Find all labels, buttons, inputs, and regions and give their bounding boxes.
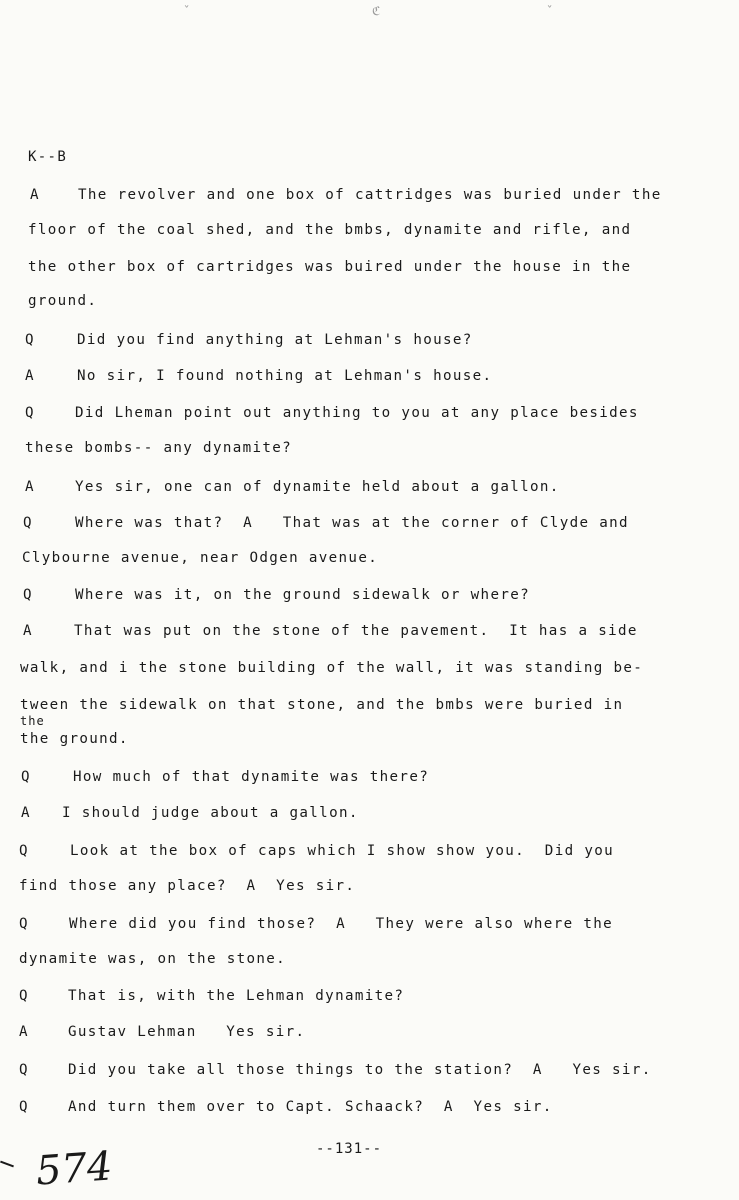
page-number: --131-- xyxy=(316,1141,383,1157)
speaker-label: A xyxy=(25,368,34,384)
transcript-line: No sir, I found nothing at Lehman's house. xyxy=(77,368,493,384)
speaker-label: Q xyxy=(21,769,30,785)
transcript-line: Clybourne avenue, near Odgen avenue. xyxy=(22,550,379,566)
transcript-line: dynamite was, on the stone. xyxy=(19,951,287,967)
speaker-label: A xyxy=(19,1024,28,1040)
transcript-line: Did you take all those things to the station? A Yes sir. xyxy=(68,1062,652,1078)
transcript-line: And turn them over to Capt. Schaack? A Yes sir. xyxy=(68,1099,553,1115)
transcript-line: the ground. xyxy=(20,731,129,747)
speaker-label: Q xyxy=(25,332,34,348)
speaker-label: Q xyxy=(19,916,28,932)
margin-mark xyxy=(0,1161,14,1168)
speaker-label: Q xyxy=(23,587,32,603)
speaker-label: A xyxy=(25,479,34,495)
transcript-line: Did Lheman point out anything to you at any place besides xyxy=(75,405,639,421)
transcript-line: Gustav Lehman Yes sir. xyxy=(68,1024,306,1040)
binding-mark: ℭ xyxy=(372,4,381,18)
transcript-line: The revolver and one box of cattridges was buried under the xyxy=(78,187,662,203)
speaker-label: Q xyxy=(19,988,28,1004)
transcript-line: Yes sir, one can of dynamite held about a gallon. xyxy=(75,479,560,495)
speaker-label: Q xyxy=(19,843,28,859)
transcript-line: How much of that dynamite was there? xyxy=(73,769,430,785)
speaker-label: A xyxy=(21,805,30,821)
speaker-label: Q xyxy=(19,1062,28,1078)
speaker-label: Q xyxy=(23,515,32,531)
transcript-line: That was put on the stone of the pavement. It has a side xyxy=(74,623,638,639)
speaker-label: A xyxy=(23,623,32,639)
transcript-line: Where was that? A That was at the corner of Clyde and xyxy=(75,515,629,531)
binding-mark: ˇ xyxy=(546,4,554,18)
speaker-label: Q xyxy=(25,405,34,421)
transcript-line: floor of the coal shed, and the bmbs, dynamite and rifle, and xyxy=(28,222,632,238)
speaker-label: A xyxy=(30,187,39,203)
transcript-line: these bombs-- any dynamite? xyxy=(25,440,293,456)
transcript-line: Where did you find those? A They were also where the xyxy=(69,916,614,932)
transcript-line: tween the sidewalk on that stone, and the bmbs were buried in xyxy=(20,697,624,713)
transcript-line: Look at the box of caps which I show show you. Did you xyxy=(70,843,615,859)
speaker-label: Q xyxy=(19,1099,28,1115)
transcript-line: That is, with the Lehman dynamite? xyxy=(68,988,405,1004)
transcript-line: the xyxy=(20,714,45,728)
transcript-line: find those any place? A Yes sir. xyxy=(19,878,356,894)
transcript-line: Where was it, on the ground sidewalk or where? xyxy=(75,587,531,603)
handwritten-page-number: 574 xyxy=(34,1143,114,1195)
transcript-line: the other box of cartridges was buired under the house in the xyxy=(28,259,632,275)
transcript-line: walk, and i the stone building of the wall, it was standing be- xyxy=(20,660,644,676)
page-header-code: K--B xyxy=(28,149,68,165)
transcript-line: Did you find anything at Lehman's house? xyxy=(77,332,473,348)
binding-mark: ˇ xyxy=(183,4,191,18)
transcript-line: I should judge about a gallon. xyxy=(62,805,359,821)
transcript-line: ground. xyxy=(28,293,98,309)
